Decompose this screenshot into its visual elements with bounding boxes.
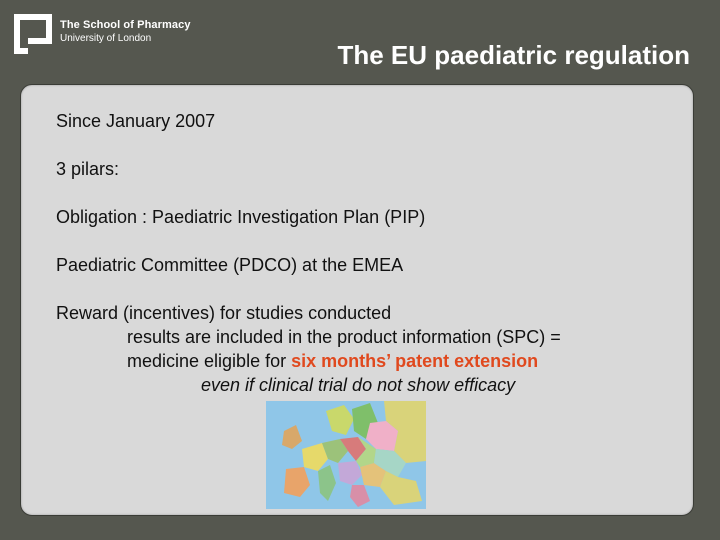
logo-school-name: The School of Pharmacy	[60, 19, 191, 31]
logo-university-name: University of London	[60, 33, 152, 44]
reward-detail-spc: results are included in the product information (SPC) =	[127, 327, 561, 347]
logo-mark-icon	[14, 14, 52, 54]
content-panel	[20, 84, 694, 516]
extension-prefix: medicine eligible for	[127, 351, 292, 371]
logo-text	[60, 18, 191, 46]
reward-detail-extension	[127, 351, 538, 372]
pillar-obligation: Obligation : Paediatric Investigation Plan (PIP)	[56, 207, 426, 227]
patent-extension-highlight: six months’ patent extension	[291, 351, 539, 371]
since-line: Since January 2007	[56, 111, 216, 131]
europe-map-icon	[266, 401, 426, 514]
pillar-reward: Reward (incentives) for studies conducted	[56, 303, 392, 323]
school-logo	[14, 14, 191, 54]
efficacy-note: even if clinical trial do not show efficacy	[201, 375, 516, 395]
pillars-heading: 3 pilars:	[56, 159, 120, 179]
slide-title: The EU paediatric regulation	[337, 40, 690, 70]
pillar-committee: Paediatric Committee (PDCO) at the EMEA	[56, 255, 404, 275]
